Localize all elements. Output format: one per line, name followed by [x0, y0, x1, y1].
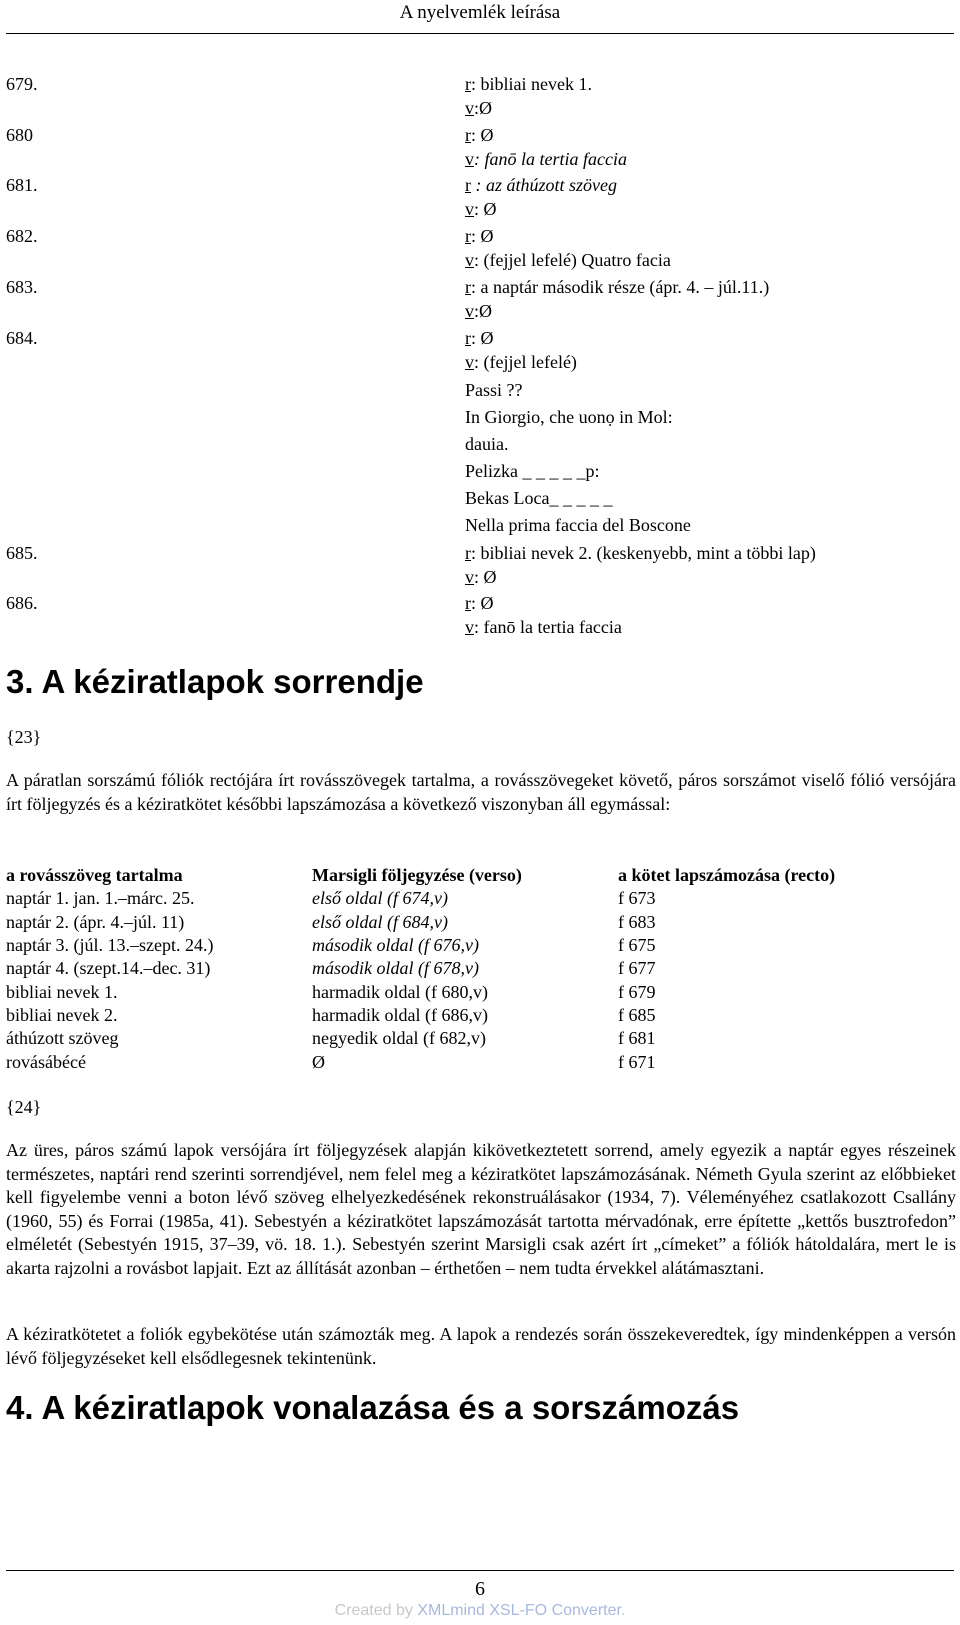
creator-prefix: Created by — [334, 1602, 418, 1619]
table-cell: bibliai nevek 1. — [6, 982, 118, 1002]
verso-text: : (fejjel lefelé) — [474, 352, 577, 372]
entry-number: 685. — [6, 543, 38, 563]
recto-prefix: r — [465, 74, 471, 94]
paragraph-marker: {24} — [6, 1097, 42, 1117]
recto-text: : az áthúzott szöveg — [471, 175, 617, 195]
entry-recto — [465, 327, 494, 349]
table-header: Marsigli följegyzése (verso) — [312, 865, 522, 885]
verso-text: :Ø — [474, 301, 492, 321]
verso-prefix: v — [465, 149, 474, 169]
recto-prefix: r — [465, 543, 471, 563]
recto-prefix: r — [465, 328, 471, 348]
verso-note-line: Pelizka _ _ _ _ _p: — [465, 461, 600, 481]
entry-recto — [465, 592, 494, 614]
table-cell: f 683 — [618, 912, 656, 932]
verso-text: :Ø — [474, 98, 492, 118]
entry-verso — [465, 249, 671, 271]
entry-recto — [465, 542, 816, 564]
recto-prefix: r — [465, 125, 471, 145]
entry-number: 680 — [6, 125, 33, 145]
verso-note-line: Bekas Loca_ _ _ _ _ — [465, 488, 613, 508]
recto-text: : Ø — [471, 125, 494, 145]
verso-note-line: dauia. — [465, 434, 509, 454]
verso-text: : Ø — [474, 199, 497, 219]
table-cell: harmadik oldal (f 686,v) — [312, 1005, 488, 1025]
table-cell: második oldal (f 676,v) — [312, 935, 479, 955]
entry-number: 682. — [6, 226, 38, 246]
table-cell: f 681 — [618, 1028, 656, 1048]
entry-recto — [465, 225, 494, 247]
table-cell: Ø — [312, 1052, 325, 1072]
table-cell: rovásábécé — [6, 1052, 86, 1072]
verso-note-line: In Giorgio, che uonọ in Mol: — [465, 407, 673, 427]
table-cell: f 679 — [618, 982, 656, 1002]
verso-prefix: v — [465, 301, 474, 321]
table-cell: naptár 3. (júl. 13.–szept. 24.) — [6, 935, 214, 955]
table-cell: negyedik oldal (f 682,v) — [312, 1028, 486, 1048]
table-cell: f 685 — [618, 1005, 656, 1025]
entry-verso — [465, 566, 497, 588]
entry-verso — [465, 300, 492, 322]
entry-verso — [465, 148, 627, 170]
recto-text: : bibliai nevek 1. — [471, 74, 592, 94]
recto-text: : a naptár második része (ápr. 4. – júl.11.) — [471, 277, 770, 297]
table-cell: második oldal (f 678,v) — [312, 958, 479, 978]
paragraph: A páratlan sorszámú fóliók rectójára írt rovásszövegek tartalma, a rovásszövegeket követő, páros sorszámot viselő fólió versójára írt följegyzés és a kéziratkötet későbbi lapszámozása a következő viszonyban áll egymással: — [6, 770, 956, 814]
entry-recto — [465, 174, 617, 196]
entry-verso — [465, 616, 622, 638]
entry-verso — [465, 97, 492, 119]
recto-text: : bibliai nevek 2. (keskenyebb, mint a többi lap) — [471, 543, 816, 563]
verso-note-line: Passi ?? — [465, 380, 523, 400]
verso-prefix: v — [465, 98, 474, 118]
entry-verso — [465, 198, 497, 220]
recto-prefix: r — [465, 593, 471, 613]
table-cell: f 677 — [618, 958, 656, 978]
table-header: a rovásszöveg tartalma — [6, 865, 183, 885]
verso-text: : fanō la tertia faccia — [474, 617, 622, 637]
verso-prefix: v — [465, 567, 474, 587]
recto-prefix: r — [465, 175, 471, 195]
table-cell: első oldal (f 674,v) — [312, 888, 448, 908]
entry-recto — [465, 73, 592, 95]
paragraph: Az üres, páros számú lapok versójára írt följegyzések alapján kikövetkeztetett sorrend, amely egyezik a naptár egyes részeinek természetes, naptári rend szerinti sorrendjével, nem felel meg a kéziratkötet lapszámozásának. Németh Gyula szerint az előbbieket kell figyelembe venni a boton lévő szöveg elhelyezkedésének rekonstruálásakor (1934, 7). Véleményéhez csatlakozott Csallány (1960, 55) és Forrai (1985a, 41). Sebestyén a kéziratkötet lapszámozását tartotta mérvadónak, erre építette „kettős busztrofedon” elméletét (Sebestyén 1915, 37–39, vö. 18. 1.). Sebestyén szerint Marsigli csak azért írt „címeket” a fóliók hátoldalára, mert le is akarta rajzolni a rovásbot lapjait. Ezt az állítását azonban – érthetően – nem tudta érvekkel alátámasztani. — [6, 1140, 956, 1278]
footer-rule — [6, 1570, 954, 1571]
table-cell: harmadik oldal (f 680,v) — [312, 982, 488, 1002]
verso-text: : (fejjel lefelé) Quatro facia — [474, 250, 671, 270]
page-number: 6 — [475, 1578, 485, 1600]
table-cell: első oldal (f 684,v) — [312, 912, 448, 932]
entry-number: 686. — [6, 593, 38, 613]
entry-number: 683. — [6, 277, 38, 297]
entry-recto — [465, 124, 494, 146]
creator-note — [0, 1602, 960, 1620]
recto-prefix: r — [465, 226, 471, 246]
verso-note-line: Nella prima faccia del Boscone — [465, 515, 691, 535]
verso-prefix: v — [465, 250, 474, 270]
table-cell: naptár 2. (ápr. 4.–júl. 11) — [6, 912, 185, 932]
creator-suffix: . — [620, 1602, 626, 1619]
table-cell: naptár 4. (szept.14.–dec. 31) — [6, 958, 211, 978]
verso-prefix: v — [465, 199, 474, 219]
paragraph-marker: {23} — [6, 727, 42, 747]
section-heading: 4. A kéziratlapok vonalazása és a sorszámozás — [6, 1389, 740, 1426]
recto-text: : Ø — [471, 226, 494, 246]
running-header: A nyelvemlék leírása — [399, 2, 561, 23]
entry-verso — [465, 351, 577, 373]
verso-prefix: v — [465, 617, 474, 637]
table-cell: f 671 — [618, 1052, 656, 1072]
entry-number: 684. — [6, 328, 38, 348]
table-cell: f 673 — [618, 888, 656, 908]
table-cell: f 675 — [618, 935, 656, 955]
entry-number: 681. — [6, 175, 38, 195]
verso-prefix: v — [465, 352, 474, 372]
paragraph: A kéziratkötetet a foliók egybekötése után számozták meg. A lapok a rendezés során összekeveredtek, így mindenképpen a versón lévő följegyzéseket kell elsődlegesnek tekintenünk. — [6, 1324, 956, 1368]
table-cell: naptár 1. jan. 1.–márc. 25. — [6, 888, 195, 908]
recto-prefix: r — [465, 277, 471, 297]
section-heading: 3. A kéziratlapok sorrendje — [6, 663, 424, 700]
table-header: a kötet lapszámozása (recto) — [618, 865, 836, 885]
recto-text: : Ø — [471, 328, 494, 348]
table-cell: áthúzott szöveg — [6, 1028, 119, 1048]
header-rule — [6, 33, 954, 34]
verso-text: : fanō la tertia faccia — [474, 149, 627, 169]
entry-number: 679. — [6, 74, 38, 94]
table-cell: bibliai nevek 2. — [6, 1005, 118, 1025]
recto-text: : Ø — [471, 593, 494, 613]
verso-text: : Ø — [474, 567, 497, 587]
entry-recto — [465, 276, 769, 298]
creator-brand: XMLmind XSL-FO Converter — [417, 1602, 621, 1619]
